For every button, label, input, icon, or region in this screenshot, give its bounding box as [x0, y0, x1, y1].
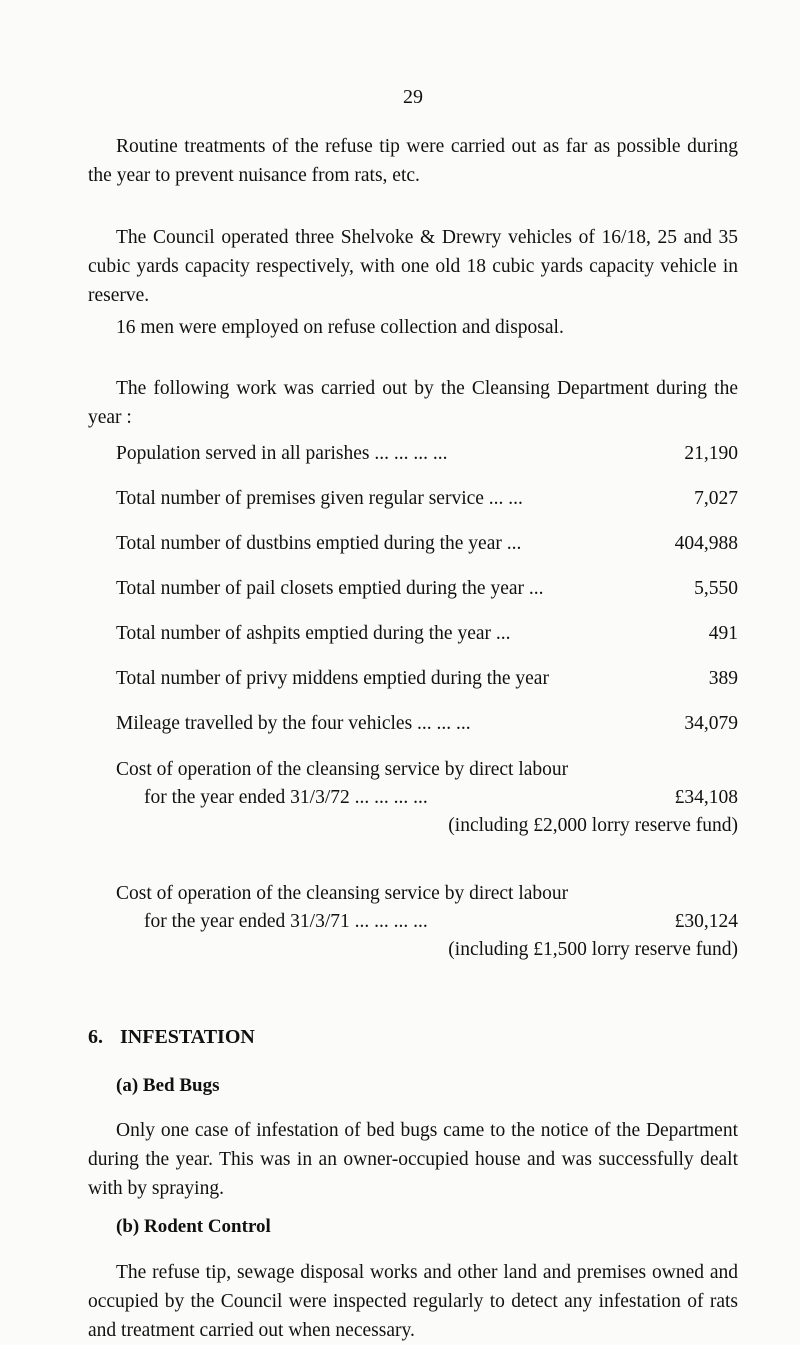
stat-value: 7,027 [694, 488, 738, 509]
stat-label: Total number of pail closets emptied during the year ... [116, 578, 544, 599]
stat-value: 491 [708, 623, 738, 644]
cost-year-label: for the year ended 31/3/72 ... ... ... ... [144, 787, 428, 808]
section-heading [88, 1023, 255, 1052]
stat-row-population [116, 439, 738, 484]
stat-row-mileage [116, 709, 738, 754]
stat-value: 389 [708, 668, 738, 689]
cost-description: Cost of operation of the cleansing service by direct labour [116, 759, 569, 780]
stat-row-pail-closets [116, 574, 738, 619]
paragraph-intro: The following work was carried out by the Cleansing Department during the year : [88, 378, 738, 428]
page-number: 29 [403, 86, 423, 108]
stat-value: 34,079 [684, 713, 738, 734]
paragraph-rodent-control: The refuse tip, sewage disposal works and other land and premises owned and occupied by the Council were inspected regularly to detect any infestation of rats and treatment carried out when necessary. [88, 1262, 738, 1341]
stat-row-dustbins [116, 529, 738, 574]
subheading-rodent-control: (b) Rodent Control [116, 1216, 271, 1237]
cost-note: (including £1,500 lorry reserve fund) [448, 939, 738, 960]
subheading-bed-bugs: (a) Bed Bugs [116, 1075, 220, 1096]
cleansing-statistics [116, 439, 738, 754]
paragraph-men-employed: 16 men were employed on refuse collection and disposal. [116, 317, 564, 338]
stat-value: 21,190 [684, 443, 738, 464]
section-number: 6. [88, 1026, 103, 1048]
section-title: INFESTATION [120, 1026, 255, 1048]
cost-year-line [116, 784, 738, 812]
cost-year-label: for the year ended 31/3/71 ... ... ... ... [144, 911, 428, 932]
cost-amount: £34,108 [674, 787, 738, 808]
cost-amount: £30,124 [674, 911, 738, 932]
stat-label: Total number of dustbins emptied during the year ... [116, 533, 522, 554]
stat-value: 404,988 [674, 533, 738, 554]
stat-label: Total number of premises given regular service ... ... [116, 488, 523, 509]
cost-note: (including £2,000 lorry reserve fund) [448, 815, 738, 836]
cost-description: Cost of operation of the cleansing service by direct labour [116, 883, 569, 904]
paragraph-refuse-tip: Routine treatments of the refuse tip were carried out as far as possible during the year to prevent nuisance from rats, etc. [88, 136, 738, 186]
stat-value: 5,550 [694, 578, 738, 599]
stat-label: Mileage travelled by the four vehicles ... ... ... [116, 713, 471, 734]
paragraph-vehicles: The Council operated three Shelvoke & Drewry vehicles of 16/18, 25 and 35 cubic yards capacity respectively, with one old 18 cubic yards capacity vehicle in reserve. [88, 227, 738, 306]
paragraph-bed-bugs: Only one case of infestation of bed bugs came to the notice of the Department during the year. This was in an owner-occupied house and was successfully dealt with by spraying. [88, 1120, 738, 1199]
stat-row-premises [116, 484, 738, 529]
stat-label: Population served in all parishes ... ... ... ... [116, 443, 448, 464]
cost-block-1972 [116, 756, 738, 840]
cost-block-1971 [116, 880, 738, 964]
stat-label: Total number of privy middens emptied during the year [116, 668, 549, 689]
stat-label: Total number of ashpits emptied during the year ... [116, 623, 511, 644]
stat-row-ashpits [116, 619, 738, 664]
stat-row-privy-middens [116, 664, 738, 709]
cost-year-line [116, 908, 738, 936]
